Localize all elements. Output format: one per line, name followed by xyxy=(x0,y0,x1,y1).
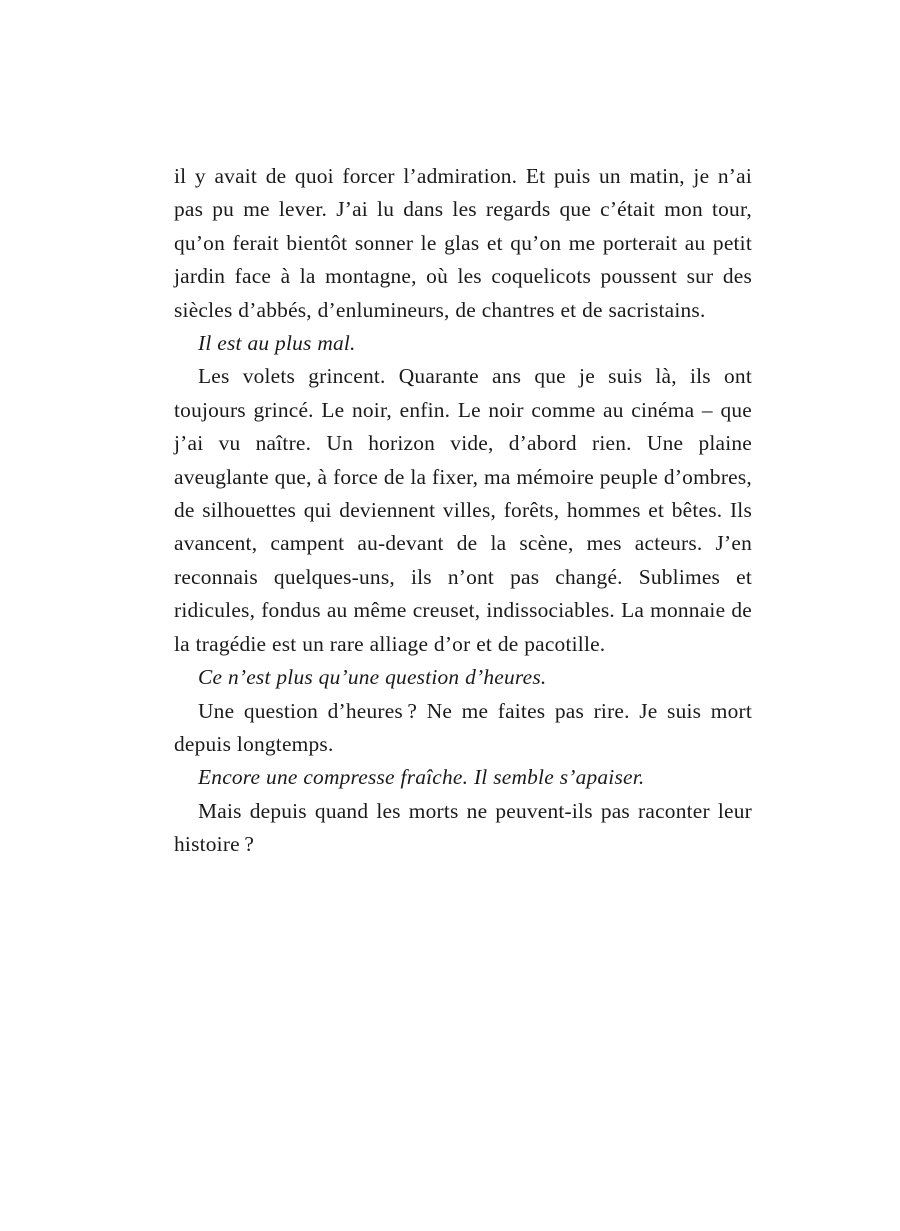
paragraph-narrative: Mais depuis quand les morts ne peuvent-ils pas raconter leur histoire ? xyxy=(174,798,752,857)
paragraph-narrative: Une question d’heures ? Ne me faites pas rire. Je suis mort depuis longtemps. xyxy=(174,698,752,756)
paragraph-voice-line: Ce n’est plus qu’une question d’heures. xyxy=(198,665,547,690)
page-text-block xyxy=(174,160,752,862)
paragraph-narrative: Les volets grincent. Quarante ans que je suis là, ils ont toujours grincé. Le noir, enfin. Le noir comme au cinéma – que j’ai vu naître. Un horizon vide, d’abord rien. Une plaine aveuglante que, à force de la fixer, ma mémoire peuple d’ombres, de silhouettes qui deviennent villes, forêts, hommes et bêtes. Ils avancent, campent au-devant de la scène, mes acteurs. J’en reconnais quelques-uns, ils n’ont pas changé. Sublimes et ridicules, fondus au même creuset, indissociables. La monnaie de la tragédie est un rare alliage d’or et de pacotille. xyxy=(174,364,752,656)
paragraph-continuation: il y avait de quoi forcer l’admiration. Et puis un matin, je n’ai pas pu me lever. J’ai lu dans les regards que c’était mon tour, qu’on ferait bientôt sonner le glas et qu’on me porterait au petit jardin face à la montagne, où les coquelicots poussent sur des siècles d’abbés, d’enlumineurs, de chantres et de sacristains. xyxy=(174,164,752,322)
paragraph-voice-line: Encore une compresse fraîche. Il semble s’apaiser. xyxy=(198,765,645,790)
paragraph-voice-line: Il est au plus mal. xyxy=(198,331,356,356)
